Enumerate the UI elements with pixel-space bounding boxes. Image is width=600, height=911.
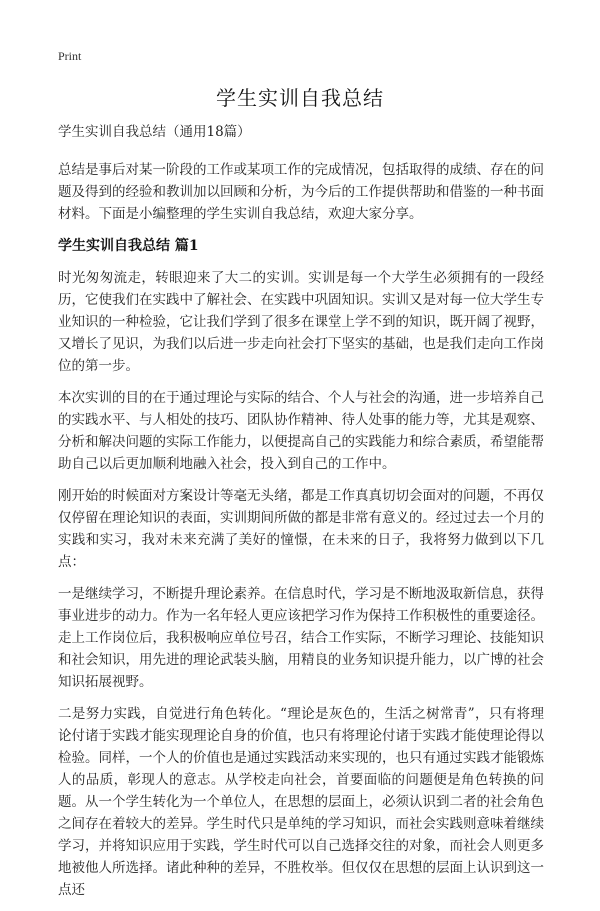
- paragraph: 本次实训的目的在于通过理论与实际的结合、个人与社会的沟通，进一步培养自己的实践水平、与人相处的技巧、团队协作精神、待人处事的能力等，尤其是观察、分析和解决问题的实际工作能力，以便提高自己的实践能力和综合素质，希望能帮助自己以后更加顺利地融入社会，投入到自己的工作中。: [58, 390, 544, 472]
- paragraph: 二是努力实践，自觉进行角色转化。“理论是灰色的，生活之树常青”，只有将理论付诸于实践才能实现理论自身的价值，也只有将理论付诸于实践才能使理论得以检验。同样，一个人的价值也是通过实践活动来实现的，也只有通过实践才能锻炼人的品质，彰现人的意志。从学校走向社会，首要面临的问题便是角色转换的问题。从一个学生转化为一个单位人，在思想的层面上，必须认识到二者的社会角色之间存在着较大的差异。学生时代只是单纯的学习知识，而社会实践则意味着继续学习，并将知识应用于实践，学生时代可以自己选择交往的对象，而社会人则更多地被他人所选择。诸此种种的差异，不胜枚举。但仅仅在思想的层面上认识到这一点还: [58, 706, 544, 898]
- print-link[interactable]: Print: [58, 49, 82, 63]
- section-heading: 学生实训自我总结 篇1: [58, 238, 199, 254]
- page-title: 学生实训自我总结: [216, 86, 384, 110]
- intro-paragraph: 总结是事后对某一阶段的工作或某项工作的完成情况，包括取得的成绩、存在的问题及得到的经验和教训加以回顾和分析，为今后的工作提供帮助和借鉴的一种书面材料。下面是小编整理的学生实训自我总结，欢迎大家分享。: [58, 162, 544, 222]
- paragraph: 一是继续学习，不断提升理论素养。在信息时代，学习是不断地汲取新信息，获得事业进步的动力。作为一名年轻人更应该把学习作为保持工作积极性的重要途径。走上工作岗位后，我积极响应单位号召，结合工作实际，不断学习理论、技能知识和社会知识，用先进的理论武装头脑，用精良的业务知识提升能力，以广博的社会知识拓展视野。: [58, 586, 544, 690]
- document-body: [58, 121, 544, 911]
- paragraph: 刚开始的时候面对方案设计等毫无头绪，都是工作真真切切会面对的问题，不再仅仅停留在理论知识的表面，实训期间所做的都是非常有意义的。经过过去一个月的实践和实习，我对未来充满了美好的憧憬，在未来的日子，我将努力做到以下几点：: [58, 488, 544, 570]
- paragraph: 时光匆匆流走，转眼迎来了大二的实训。实训是每一个大学生必须拥有的一段经历，它使我们在实践中了解社会、在实践中巩固知识。实训又是对每一位大学生专业知识的一种检验，它让我们学到了很多在课堂上学不到的知识，既开阔了视野，又增长了见识，为我们以后进一步走向社会打下坚实的基础，也是我们走向工作岗位的第一步。: [58, 270, 544, 374]
- document-subtitle: 学生实训自我总结（通用18篇）: [58, 124, 251, 140]
